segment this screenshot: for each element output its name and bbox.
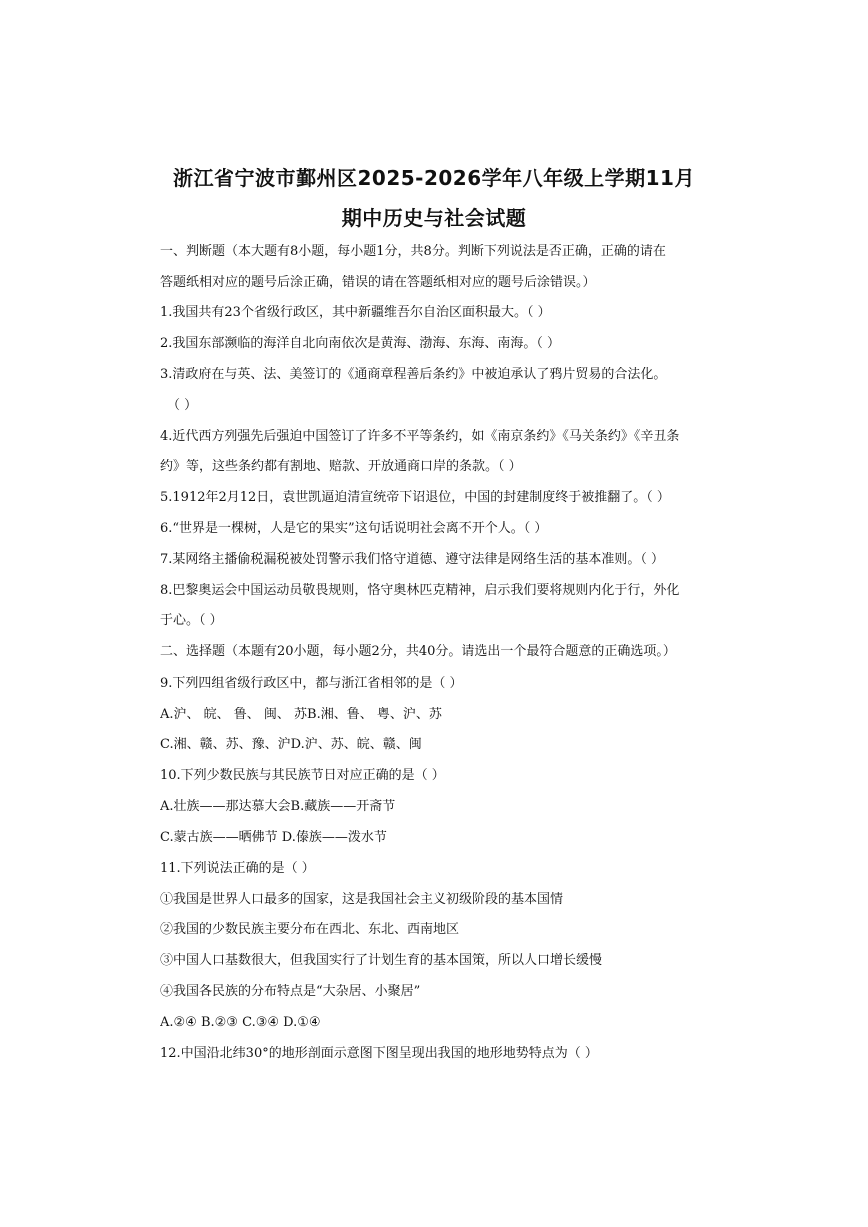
question-5: 5.1912年2月12日，袁世凯逼迫清宣统帝下诏退位，中国的封建制度终于被推翻了。（ ）: [160, 490, 670, 505]
question-7: 7.某网络主播偷税漏税被处罚警示我们恪守道德、遵守法律是网络生活的基本准则。（ ）: [160, 552, 665, 567]
question-11-statement-2: ②我国的少数民族主要分布在西北、东北、西南地区: [160, 922, 460, 937]
section-2-heading: 二、选择题（本题有20小题，每小题2分，共40分。请选出一个最符合题意的正确选项。）: [160, 644, 676, 659]
question-11: 11.下列说法正确的是（ ）: [160, 861, 315, 876]
question-8: 8.巴黎奥运会中国运动员敬畏规则，恪守奥林匹克精神，启示我们要将规则内化于行，外化: [160, 583, 680, 598]
question-8-continued: 于心。（ ）: [160, 613, 223, 628]
question-10-options-ab: A.壮族——那达慕大会B.藏族——开斋节: [160, 799, 396, 814]
section-1-instructions: 答题纸相对应的题号后涂正确，错误的请在答题纸相对应的题号后涂错误。）: [160, 275, 596, 290]
question-9-options-cd: C.湘、赣、苏、豫、沪D.沪、苏、皖、赣、闽: [160, 737, 422, 752]
question-1: 1.我国共有23个省级行政区，其中新疆维吾尔自治区面积最大。（ ）: [160, 305, 551, 320]
question-11-options: A.②④ B.②③ C.③④ D.①④: [160, 1015, 321, 1030]
question-10: 10.下列少数民族与其民族节日对应正确的是（ ）: [160, 768, 445, 783]
question-12: 12.中国沿北纬30°的地形剖面示意图下图呈现出我国的地形地势特点为（ ）: [160, 1046, 598, 1061]
question-4-continued: 约》等，这些条约都有割地、赔款、开放通商口岸的条款。（ ）: [160, 459, 522, 474]
section-1-heading: 一、判断题（本大题有8小题，每小题1分，共8分。判断下列说法是否正确，正确的请在: [160, 244, 666, 259]
question-6: 6.“世界是一棵树，人是它的果实”这句话说明社会离不开个人。（ ）: [160, 521, 548, 536]
question-9-options-ab: A.沪、 皖、 鲁、 闽、 苏B.湘、鲁、 粤、沪、苏: [160, 707, 442, 722]
question-11-statement-4: ④我国各民族的分布特点是“大杂居、小聚居”: [160, 984, 421, 999]
question-4: 4.近代西方列强先后强迫中国签订了许多不平等条约，如《南京条约》《马关条约》《辛丑条: [160, 429, 680, 444]
question-10-options-cd: C.蒙古族——晒佛节 D.傣族——泼水节: [160, 830, 387, 845]
question-11-statement-1: ①我国是世界人口最多的国家，这是我国社会主义初级阶段的基本国情: [160, 892, 564, 907]
document-title-line-1: 浙江省宁波市鄞州区2025-2026学年八年级上学期11月: [173, 166, 695, 190]
document-title-line-2: 期中历史与社会试题: [341, 206, 527, 230]
question-9: 9.下列四组省级行政区中，都与浙江省相邻的是（ ）: [160, 676, 463, 691]
question-11-statement-3: ③中国人口基数很大，但我国实行了计划生育的基本国策，所以人口增长缓慢: [160, 953, 603, 968]
question-3-bracket: （ ）: [167, 398, 198, 413]
question-2: 2.我国东部濒临的海洋自北向南依次是黄海、渤海、东海、南海。（ ）: [160, 336, 561, 351]
question-3: 3.清政府在与英、法、美签订的《通商章程善后条约》中被迫承认了鸦片贸易的合法化。: [160, 367, 667, 382]
